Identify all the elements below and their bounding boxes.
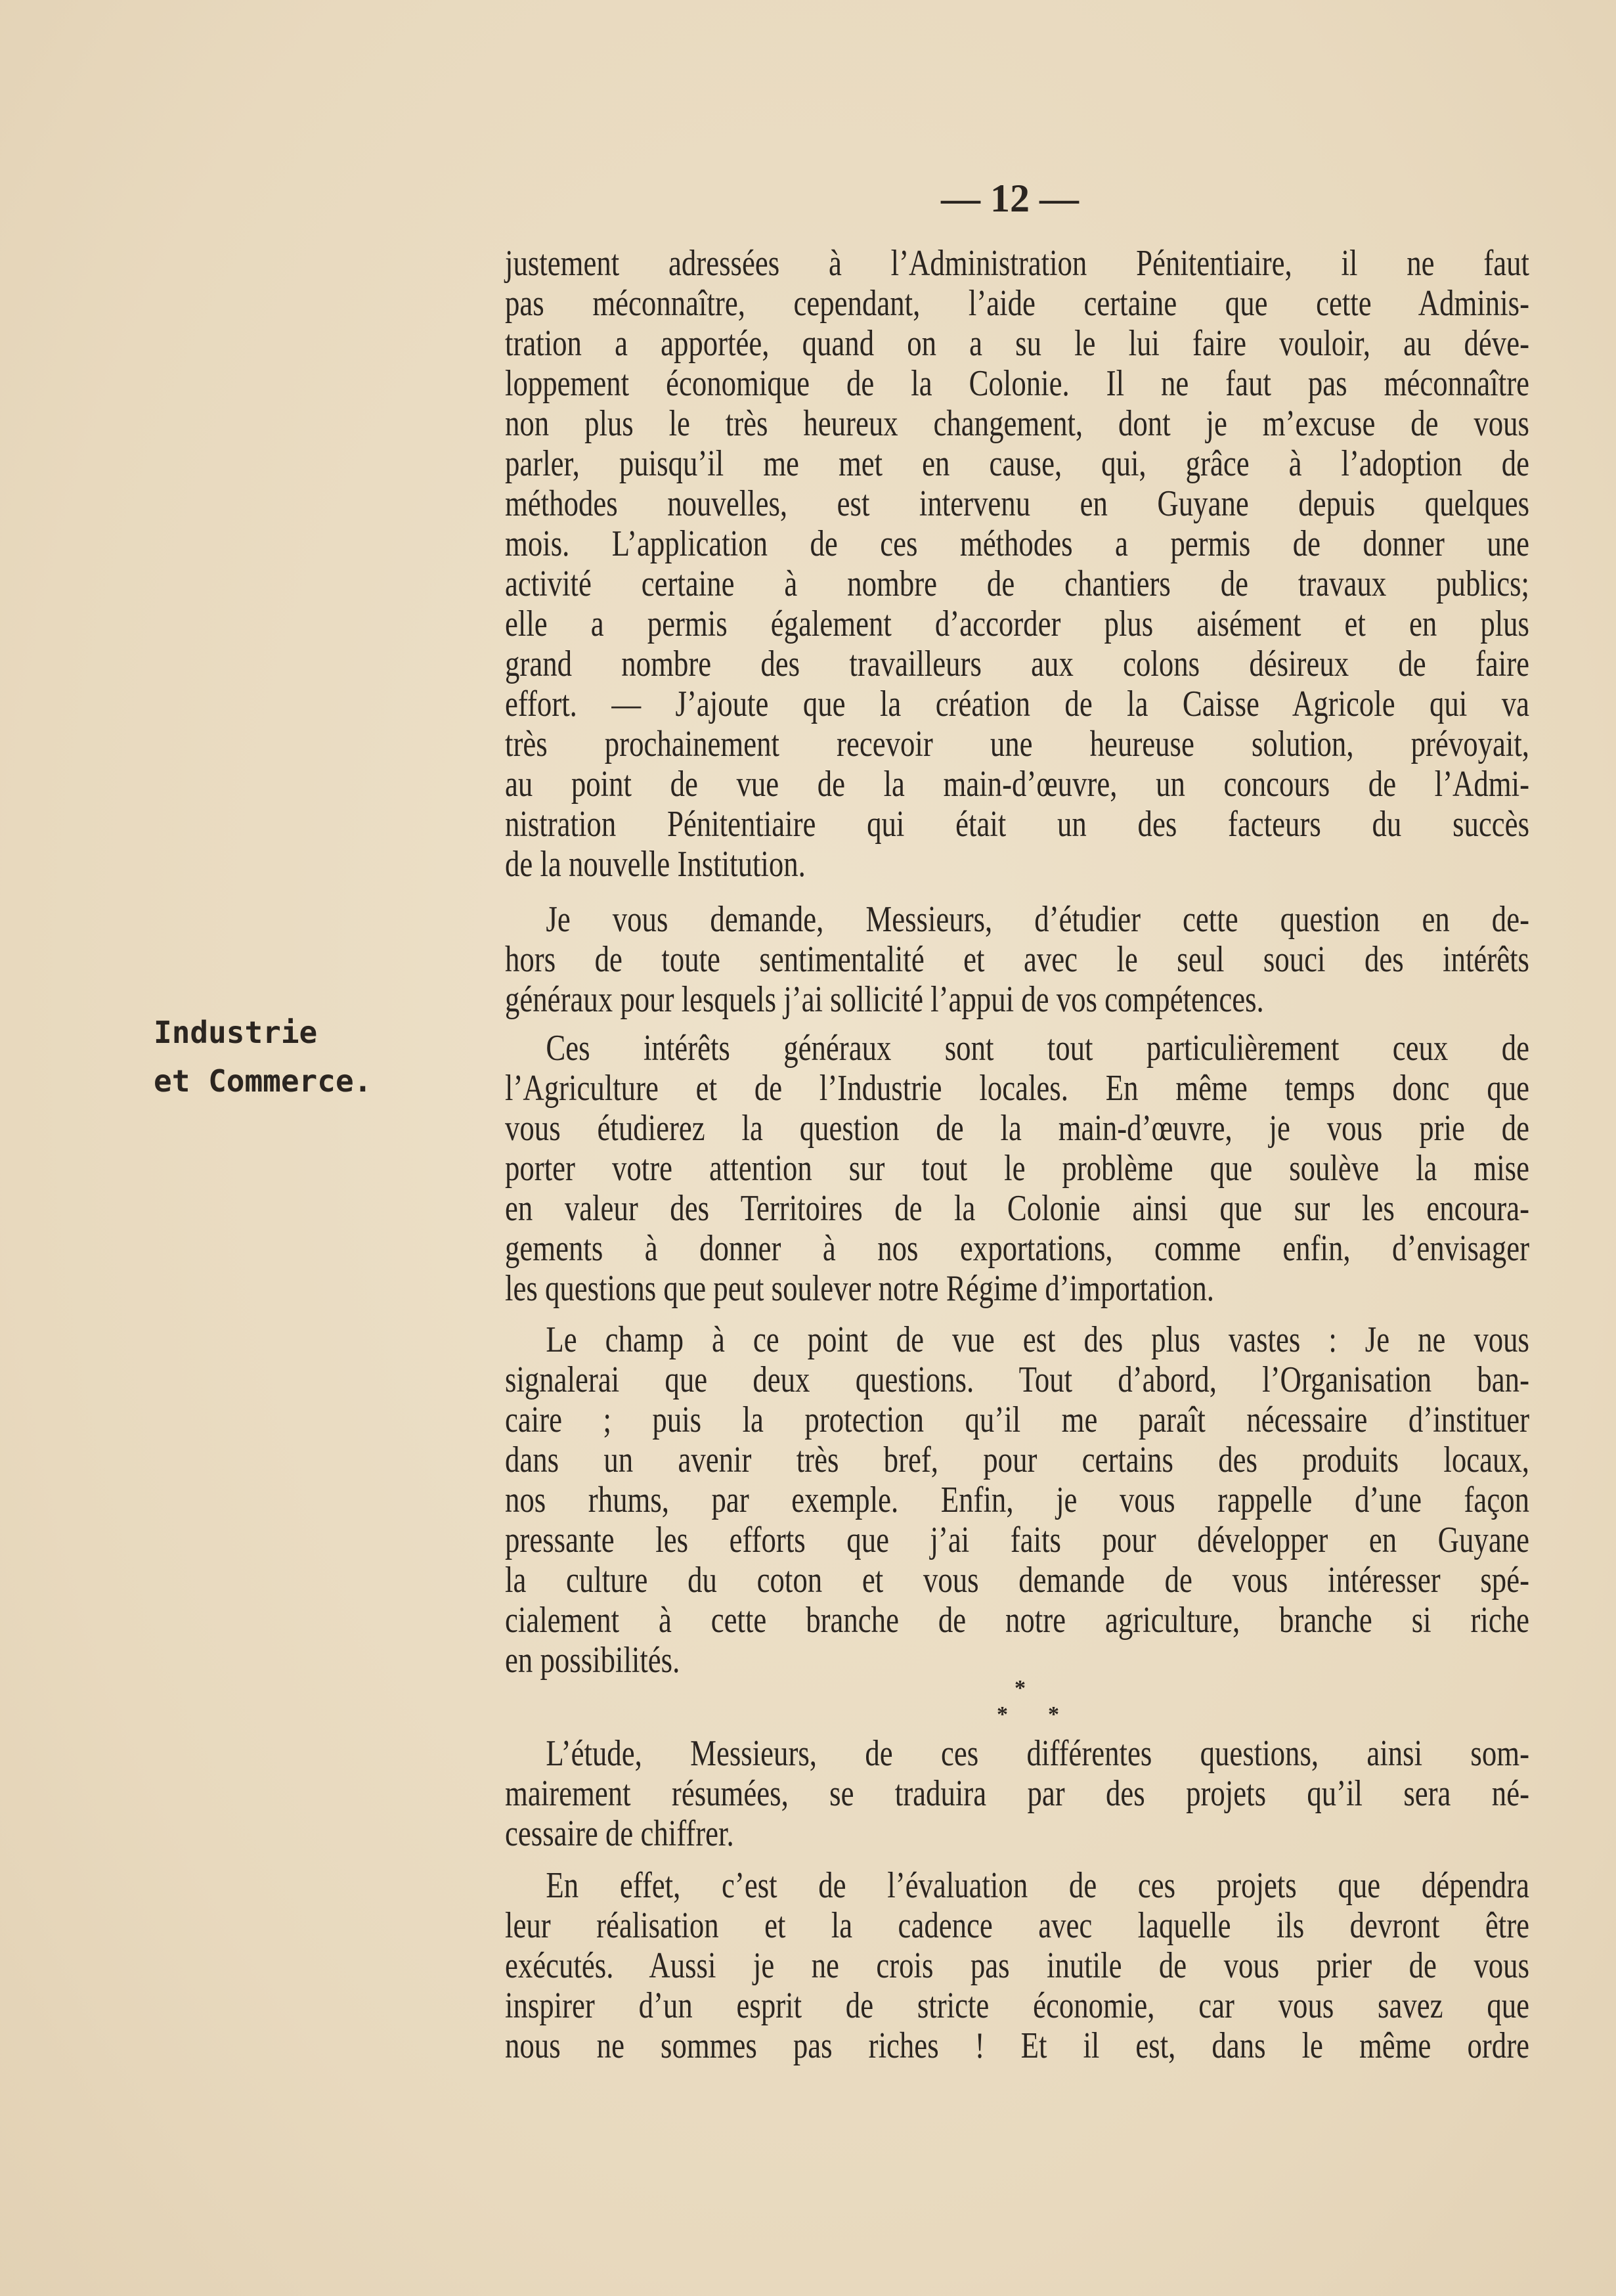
paragraph bbox=[505, 1866, 1529, 2066]
text-line: mois. L’application de ces méthodes a permis de donner une bbox=[505, 523, 1529, 564]
text-line: dans un avenir très bref, pour certains des produits locaux, bbox=[505, 1440, 1529, 1480]
text-line: Ces intérêts généraux sont tout particulièrement ceux de bbox=[546, 1028, 1529, 1069]
text-line: En effet, c’est de l’évaluation de ces projets que dépendra bbox=[546, 1865, 1529, 1906]
text-line: les questions que peut soulever notre Régime d’importation. bbox=[505, 1268, 1214, 1309]
text-line: mairement résumées, se traduira par des projets qu’il sera né- bbox=[505, 1773, 1529, 1814]
text-line: Je vous demande, Messieurs, d’étudier cette question en de- bbox=[546, 899, 1529, 940]
text-line: nos rhums, par exemple. Enfin, je vous rappelle d’une façon bbox=[505, 1480, 1529, 1520]
text-line: tration a apportée, quand on a su le lui faire vouloir, au déve- bbox=[505, 323, 1529, 364]
text-line: hors de toute sentimentalité et avec le seul souci des intérêts bbox=[505, 939, 1529, 980]
text-line: grand nombre des travailleurs aux colons désireux de faire bbox=[505, 644, 1529, 684]
text-line: en valeur des Territoires de la Colonie ainsi que sur les encoura- bbox=[505, 1188, 1529, 1229]
separator-star: * bbox=[1015, 1676, 1026, 1700]
text-line: signalerai que deux questions. Tout d’abord, l’Organisation ban- bbox=[505, 1359, 1529, 1400]
text-line: nous ne sommes pas riches ! Et il est, dans le même ordre bbox=[505, 2025, 1529, 2066]
page-number: — 12 — bbox=[941, 177, 1079, 220]
text-line: loppement économique de la Colonie. Il ne faut pas méconnaître bbox=[505, 363, 1529, 404]
text-line: inspirer d’un esprit de stricte économie, car vous savez que bbox=[505, 1985, 1529, 2026]
text-line: cialement à cette branche de notre agriculture, branche si riche bbox=[505, 1600, 1529, 1641]
text-line: caire ; puis la protection qu’il me paraît nécessaire d’instituer bbox=[505, 1400, 1529, 1440]
separator-star: * bbox=[997, 1702, 1008, 1727]
text-line: généraux pour lesquels j’ai sollicité l’appui de vos compétences. bbox=[505, 979, 1264, 1020]
paragraph bbox=[505, 1320, 1529, 1681]
text-line: activité certaine à nombre de chantiers de travaux publics; bbox=[505, 563, 1529, 604]
text-line: de la nouvelle Institution. bbox=[505, 844, 806, 885]
margin-note-line-2: et Commerce. bbox=[154, 1063, 372, 1099]
text-line: pas méconnaître, cependant, l’aide certaine que cette Adminis- bbox=[505, 283, 1529, 324]
text-line: très prochainement recevoir une heureuse solution, prévoyait, bbox=[505, 724, 1529, 764]
text-line: nistration Pénitentiaire qui était un des facteurs du succès bbox=[505, 804, 1529, 845]
paragraph bbox=[505, 1734, 1529, 1854]
text-line: effort. — J’ajoute que la création de la Caisse Agricole qui va bbox=[505, 684, 1529, 724]
text-line: non plus le très heureux changement, dont je m’excuse de vous bbox=[505, 403, 1529, 444]
text-line: cessaire de chiffrer. bbox=[505, 1813, 734, 1854]
margin-note-line-1: Industrie bbox=[154, 1015, 318, 1050]
paragraph bbox=[505, 900, 1529, 1020]
text-line: vous étudierez la question de la main-d’œuvre, je vous prie de bbox=[505, 1108, 1529, 1149]
text-line: gements à donner à nos exportations, comme enfin, d’envisager bbox=[505, 1228, 1529, 1269]
text-line: parler, puisqu’il me met en cause, qui, grâce à l’adoption de bbox=[505, 443, 1529, 484]
paragraph bbox=[505, 1028, 1529, 1309]
separator-star: * bbox=[1048, 1702, 1059, 1727]
paragraph bbox=[505, 244, 1529, 885]
text-line: leur réalisation et la cadence avec laquelle ils devront être bbox=[505, 1905, 1529, 1946]
text-line: justement adressées à l’Administration Pénitentiaire, il ne faut bbox=[505, 243, 1529, 284]
text-line: pressante les efforts que j’ai faits pour développer en Guyane bbox=[505, 1520, 1529, 1560]
text-line: en possibilités. bbox=[505, 1640, 680, 1681]
text-line: porter votre attention sur tout le problème que soulève la mise bbox=[505, 1148, 1529, 1189]
text-line: l’Agriculture et de l’Industrie locales. En même temps donc que bbox=[505, 1068, 1529, 1109]
text-line: méthodes nouvelles, est intervenu en Guyane depuis quelques bbox=[505, 483, 1529, 524]
text-line: Le champ à ce point de vue est des plus vastes : Je ne vous bbox=[546, 1319, 1529, 1360]
text-line: exécutés. Aussi je ne crois pas inutile de vous prier de vous bbox=[505, 1945, 1529, 1986]
text-line: elle a permis également d’accorder plus aisément et en plus bbox=[505, 604, 1529, 644]
text-line: la culture du coton et vous demande de vous intéresser spé- bbox=[505, 1560, 1529, 1601]
text-line: L’étude, Messieurs, de ces différentes questions, ainsi som- bbox=[546, 1733, 1529, 1774]
text-line: au point de vue de la main-d’œuvre, un concours de l’Admi- bbox=[505, 764, 1529, 805]
